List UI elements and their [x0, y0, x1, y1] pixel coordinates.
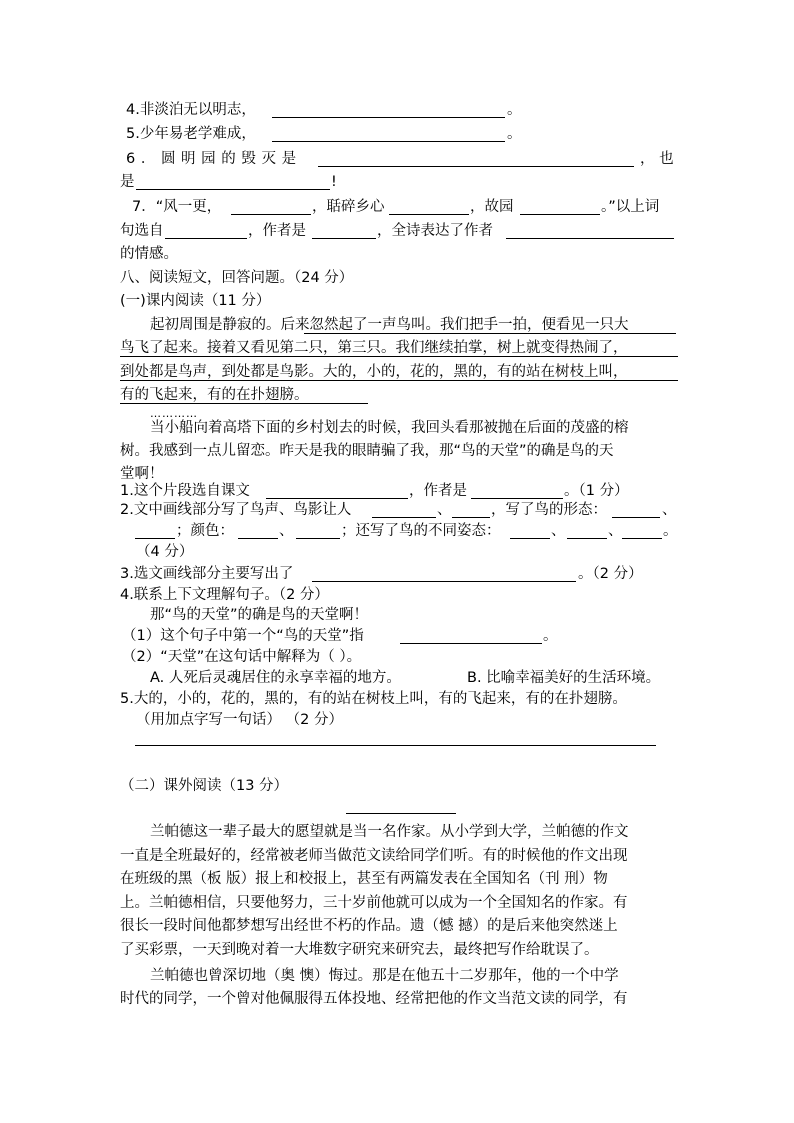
- question-5-answer-line[interactable]: [135, 745, 656, 746]
- q7-blank-2[interactable]: [389, 214, 469, 215]
- question-2-blank-4[interactable]: [135, 538, 175, 539]
- q7-mid-1: ，聒碎乡心: [312, 199, 385, 215]
- q6-line2-prefix: 是: [120, 174, 135, 190]
- part2-p1-line-3: 在班级的黑（板 版）报上和校报上，甚至有两篇发表在全国知名（刊 刑）物: [120, 871, 608, 887]
- question-4-option-b[interactable]: B. 比喻幸福美好的生活环境。: [467, 670, 661, 686]
- part2-p2-line-2: 时代的同学，一个曾对他佩服得五体投地、经常把他的作文当范文读的同学，有: [120, 991, 628, 1007]
- q5-prefix: 5.少年易老学难成，: [126, 126, 256, 142]
- question-4-option-a[interactable]: A. 人死后灵魂居住的永享幸福的地方。: [150, 670, 401, 686]
- q5-answer-blank[interactable]: [272, 141, 505, 142]
- question-2-blank-2[interactable]: [452, 517, 490, 518]
- passage-line-3: 到处都是鸟声，到处都是鸟影。大的，小的，花的，黑的，有的站在树枝上叫，: [120, 364, 628, 380]
- question-2-sep-3: 、: [279, 523, 294, 539]
- section8-title: 八、阅读短文，回答问题。（24 分）: [120, 270, 354, 286]
- q4-prefix: 4.非淡泊无以明志，: [126, 102, 256, 118]
- part2-title: （二）课外阅读（13 分）: [120, 778, 289, 794]
- q7-blank-6[interactable]: [506, 238, 674, 239]
- question-4-sentence: 那“鸟的天堂”的确是鸟的天堂啊！: [150, 607, 369, 623]
- question-2-form-label: ，写了鸟的形态：: [491, 502, 607, 518]
- q7-blank-5[interactable]: [312, 238, 376, 239]
- question-2-blank-9[interactable]: [622, 538, 662, 539]
- q6-answer-blank-2[interactable]: [136, 189, 330, 190]
- question-2-points: （4 分）: [136, 544, 194, 560]
- q7-mid-2: ，故园: [470, 199, 514, 215]
- question-4-1-prefix: （1）这个句子中第一个“鸟的天堂”指: [122, 628, 364, 644]
- q7-line2-prefix: 句选自: [120, 223, 164, 239]
- question-5-instruction: （用加点字写一句话） （2 分）: [136, 712, 343, 728]
- q6-answer-blank-1[interactable]: [318, 166, 634, 167]
- passage-underline-3: [120, 380, 678, 381]
- question-2-blank-1[interactable]: [372, 517, 436, 518]
- passage2-line-2: 树。我感到一点儿留恋。昨天是我的眼睛骗了我，那“鸟的天堂”的确是鸟的天: [120, 443, 614, 459]
- question-1-blank-2[interactable]: [471, 498, 563, 499]
- question-4-2[interactable]: （2）“天堂”在这句话中解释为（ ）。: [122, 649, 362, 665]
- part2-p1-line-2: 一直是全班最好的，经常被老师当做范文读给同学们听。有的时候他的作文出现: [120, 848, 628, 864]
- question-4-1-blank[interactable]: [400, 643, 542, 644]
- question-2-blank-8[interactable]: [567, 538, 607, 539]
- question-1-mid: ，作者是: [409, 483, 467, 499]
- part2-p2-line-1: 兰帕德也曾深切地（奥 懊）悔过。那是在他五十二岁那年，他的一个中学: [150, 968, 619, 984]
- q7-line2-mid-2: ，全诗表达了作者: [377, 223, 493, 239]
- question-1-prefix: 1.这个片段选自课文: [120, 483, 250, 499]
- passage2-line-1: 当小船向着高塔下面的乡村划去的时候，我回头看那被抛在后面的茂盛的榕: [150, 420, 629, 436]
- part2-p1-line-1: 兰帕德这一辈子最大的愿望就是当一名作家。从小学到大学，兰帕德的作文: [150, 824, 629, 840]
- passage-underline-2: [120, 356, 678, 357]
- q7-blank-3[interactable]: [520, 214, 600, 215]
- question-2-blank-3[interactable]: [612, 517, 660, 518]
- question-2-blank-6[interactable]: [296, 538, 340, 539]
- q7-line2-mid-1: ，作者是: [248, 223, 306, 239]
- passage-line-4: 有的飞起来，有的在扑翅膀。: [120, 387, 309, 403]
- passage-underline-1: [304, 333, 676, 334]
- passage2-line-3: 堂啊！: [120, 466, 164, 482]
- question-2-blank-5[interactable]: [238, 538, 278, 539]
- question-2-sep-5: 、: [608, 523, 623, 539]
- question-2-posture-label: ；还写了鸟的不同姿态：: [341, 523, 501, 539]
- question-2-sep-1: 、: [437, 502, 452, 518]
- question-4-1-end: 。: [543, 628, 558, 644]
- q6-prefix: 6 ． 圆 明 园 的 毁 灭 是: [126, 151, 297, 167]
- question-2-end: 。: [663, 523, 678, 539]
- part2-p1-line-5: 很长一段时间他都梦想写出经世不朽的作品。遗（憾 撼）的是后来他突然迷上: [120, 918, 618, 934]
- question-3-end: 。（2 分）: [578, 566, 643, 582]
- question-3-prefix: 3.选文画线部分主要写出了: [120, 566, 294, 582]
- passage-line-2: 鸟飞了起来。接着又看见第二只，第三只。我们继续拍掌，树上就变得热闹了，: [120, 340, 628, 356]
- q4-answer-blank[interactable]: [272, 117, 505, 118]
- q6-end: !: [331, 174, 337, 190]
- part2-p1-line-6: 了买彩票，一天到晚对着一大堆数字研究来研究去，最终把写作给耽误了。: [120, 942, 599, 958]
- part2-article-title-blank[interactable]: [346, 813, 456, 814]
- q7-prefix: 7．“风一更，: [132, 199, 222, 215]
- question-2-prefix: 2.文中画线部分写了鸟声、鸟影让人: [120, 502, 352, 518]
- question-2-blank-7[interactable]: [510, 538, 550, 539]
- question-2-sep-2: 、: [662, 502, 677, 518]
- q7-mid-3: 。”以上词: [601, 199, 660, 215]
- passage-line-1: 起初周围是静寂的。后来忽然起了一声鸟叫。我们把手一拍，便看见一只大: [150, 317, 629, 333]
- question-2-color-label: ；颜色：: [176, 523, 234, 539]
- question-1-end: 。（1 分）: [564, 483, 629, 499]
- q6-mid: ， 也: [640, 151, 674, 167]
- question-1-blank-1[interactable]: [266, 498, 408, 499]
- question-2-sep-4: 、: [551, 523, 566, 539]
- q7-line3: 的情感。: [120, 246, 178, 262]
- part1-title: (一)课内阅读（11 分）: [120, 293, 271, 309]
- question-5-sentence: 5.大的，小的，花的，黑的，有的站在树枝上叫，有的飞起来，有的在扑翅膀。: [120, 691, 627, 707]
- question-3-blank[interactable]: [312, 581, 576, 582]
- q7-blank-4[interactable]: [165, 238, 247, 239]
- passage-ellipsis: …………: [150, 407, 198, 420]
- question-4-title: 4.联系上下文理解句子。（2 分）: [120, 587, 329, 603]
- q5-end: 。: [507, 126, 522, 142]
- part2-p1-line-4: 上。兰帕德相信，只要他努力，三十岁前他就可以成为一个全国知名的作家。有: [120, 895, 628, 911]
- q7-blank-1[interactable]: [231, 214, 311, 215]
- q4-end: 。: [507, 102, 522, 118]
